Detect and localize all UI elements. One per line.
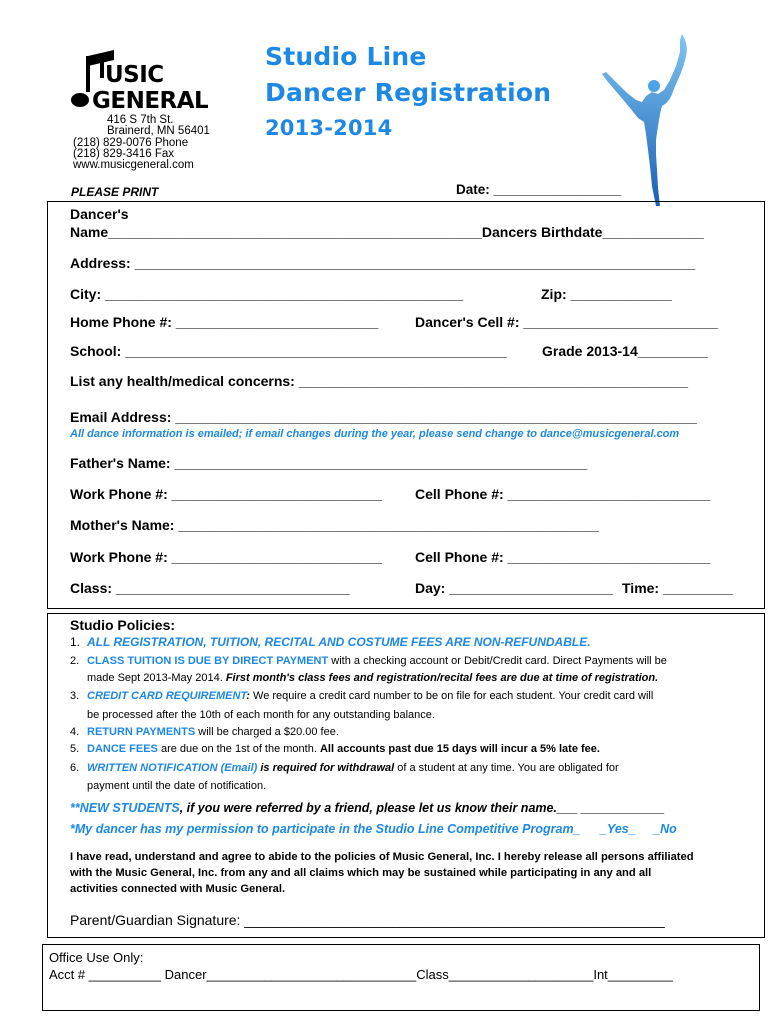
logo-phone: (218) 829-0076 Phone — [73, 137, 189, 149]
home-phone-field[interactable]: Home Phone #: __________________________ — [70, 314, 379, 330]
title-year: 2013-2014 — [265, 116, 393, 140]
policy-3-text: We require a credit card number to be on file for each student. Your credit card will — [249, 690, 654, 702]
policy-2-highlight: CLASS TUITION IS DUE BY DIRECT PAYMENT — [87, 655, 329, 667]
mother-cell-phone-field[interactable]: Cell Phone #: __________________________ — [415, 549, 711, 565]
father-work-phone-field[interactable]: Work Phone #: ___________________________ — [70, 486, 382, 502]
policy-4-text: will be charged a $20.00 fee. — [195, 726, 339, 738]
policy-1 — [70, 635, 591, 649]
logo-address-2: Brainerd, MN 56401 — [107, 125, 210, 137]
dancers-label: Dancer's — [70, 206, 129, 222]
email-field[interactable]: Email Address: ___________________________________________________________________ — [70, 409, 697, 425]
policy-6-highlight: WRITTEN NOTIFICATION (Email) — [87, 762, 258, 774]
dancer-cell-field[interactable]: Dancer's Cell #: _________________________ — [415, 314, 719, 330]
logo-website: www.musicgeneral.com — [73, 159, 194, 171]
music-general-logo — [66, 48, 216, 171]
logo-word-general: GENERAL — [92, 88, 209, 114]
school-field[interactable]: School: _________________________________________________ — [70, 343, 507, 359]
policy-2-number: 2. — [70, 655, 80, 667]
policy-5-late-fee: All accounts past due 15 days will incur a 5% late fee. — [319, 743, 600, 755]
policy-2-text: with a checking account or Debit/Credit card. Direct Payments will be — [328, 655, 667, 667]
new-students-text: , if you were referred by a friend, please let us know their name.___ ____________ — [179, 801, 665, 815]
new-students-referral-field[interactable] — [70, 801, 665, 815]
parent-signature-field[interactable]: Parent/Guardian Signature: ______________________________________________________ — [70, 912, 665, 928]
policy-3-colon: : — [246, 690, 250, 702]
policy-5-number: 5. — [70, 743, 80, 755]
city-field[interactable]: City: ______________________________________________ — [70, 286, 464, 302]
new-students-label: **NEW STUDENTS — [70, 801, 180, 815]
policy-3-number: 3. — [70, 690, 80, 702]
policy-5 — [70, 743, 600, 755]
permission-no-option[interactable]: _No — [653, 822, 677, 836]
policy-3-highlight: CREDIT CARD REQUIREMENT — [87, 690, 247, 702]
dancer-name-birthdate-field[interactable]: Name________________________________________________Dancers Birthdate_____________ — [70, 224, 704, 240]
zip-field[interactable]: Zip: _____________ — [541, 286, 672, 302]
agreement-line-1: I have read, understand and agree to abide to the policies of Music General, Inc. I hereby release all persons affiliated — [70, 851, 694, 863]
policy-2-dates: made Sept 2013-May 2014. — [87, 672, 226, 684]
agreement-line-3: activities connected with Music General. — [70, 883, 286, 895]
policy-6 — [70, 762, 619, 774]
policy-6-text: of a student at any time. You are obligated for — [394, 762, 619, 774]
father-name-field[interactable]: Father's Name: _____________________________________________________ — [70, 455, 588, 471]
policy-6-line2: payment until the date of notification. — [87, 780, 267, 792]
address-field[interactable]: Address: ________________________________________________________________________ — [70, 255, 696, 271]
father-cell-phone-field[interactable]: Cell Phone #: __________________________ — [415, 486, 711, 502]
policy-3-line2: be processed after the 10th of each month for any outstanding balance. — [87, 709, 435, 721]
policy-2-line2 — [87, 672, 658, 684]
policy-4-number: 4. — [70, 726, 80, 738]
policy-4 — [70, 726, 339, 738]
day-field[interactable]: Day: _____________________ — [415, 580, 613, 596]
date-field[interactable]: Date: _________________ — [456, 182, 622, 197]
title-dancer-registration: Dancer Registration — [265, 78, 552, 107]
mother-name-field[interactable]: Mother's Name: ______________________________________________________ — [70, 517, 599, 533]
logo-address-1: 416 S 7th St. — [107, 114, 174, 126]
policy-2-first-month: First month's class fees and registration/recital fees are due at time of registration. — [225, 672, 659, 684]
policy-3 — [70, 690, 653, 702]
policy-6-withdrawal: is required for withdrawal — [257, 762, 395, 774]
permission-text: *My dancer has my permission to participate in the Studio Line Competitive Program_ — [70, 822, 581, 836]
policy-5-text: are due on the 1st of the month. — [157, 743, 320, 755]
policy-1-text: ALL REGISTRATION, TUITION, RECITAL AND COSTUME FEES ARE NON-REFUNDABLE. — [87, 635, 591, 649]
policy-6-number: 6. — [70, 762, 80, 774]
time-field[interactable]: Time: _________ — [622, 580, 734, 596]
title-studio-line: Studio Line — [265, 42, 427, 71]
agreement-line-2: with the Music General, Inc. from any and all claims which may be sustained while participating in any and all — [70, 867, 652, 879]
policy-4-highlight: RETURN PAYMENTS — [87, 726, 196, 738]
permission-yes-option[interactable]: _Yes_ — [600, 822, 636, 836]
health-concerns-field[interactable]: List any health/medical concerns: __________________________________________________ — [70, 373, 689, 389]
logo-fax: (218) 829-3416 Fax — [73, 148, 175, 160]
office-use-heading: Office Use Only: — [49, 950, 144, 965]
policies-heading: Studio Policies: — [70, 617, 176, 633]
policy-2 — [70, 655, 667, 667]
class-field[interactable]: Class: ______________________________ — [70, 580, 350, 596]
office-use-fields[interactable]: Acct # __________ Dancer_____________________________Class____________________Int_________ — [49, 967, 673, 982]
policy-5-highlight: DANCE FEES — [87, 743, 158, 755]
mother-work-phone-field[interactable]: Work Phone #: ___________________________ — [70, 549, 382, 565]
logo-word-music: USIC — [105, 62, 164, 88]
please-print-label: PLEASE PRINT — [71, 185, 159, 199]
email-note: All dance information is emailed; if email changes during the year, please send change to dance@musicgeneral.com — [70, 428, 680, 440]
competitive-program-permission — [70, 822, 677, 836]
policy-1-number: 1. — [70, 635, 81, 649]
grade-field[interactable]: Grade 2013-14_________ — [542, 343, 708, 359]
